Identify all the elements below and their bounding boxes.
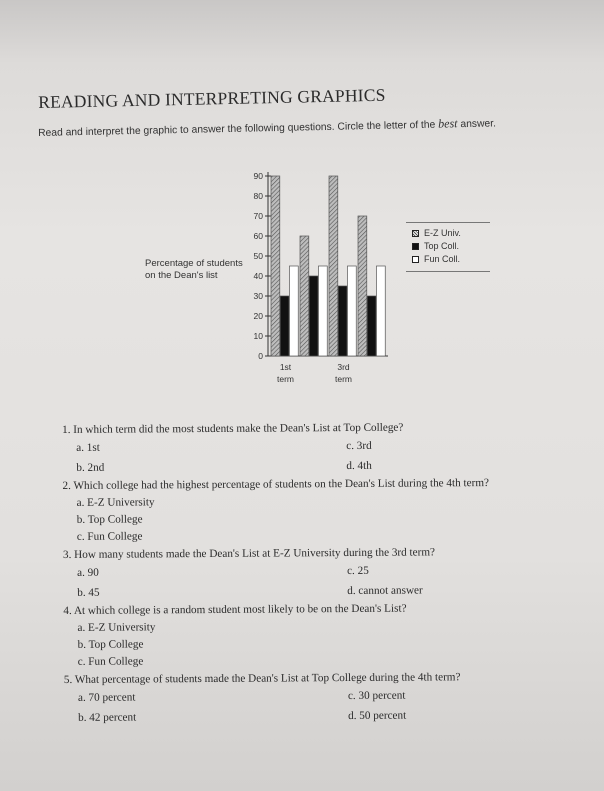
answer-option[interactable]: b. Top College: [77, 638, 144, 651]
answer-option[interactable]: d. 50 percent: [348, 709, 407, 723]
answer-option[interactable]: c. Fun College: [77, 655, 144, 668]
y-tick-label: 30: [253, 291, 263, 301]
y-tick-label: 40: [253, 271, 263, 281]
answer-option[interactable]: c. 3rd: [346, 439, 372, 453]
y-tick-label: 70: [253, 211, 263, 221]
question-stem: 2. Which college had the highest percentage of students on the Dean's List during the 4th term?: [62, 477, 490, 492]
bar-ez: [358, 216, 367, 356]
bar-fun: [318, 266, 327, 356]
bar-ez: [271, 176, 280, 356]
bar-top: [280, 296, 289, 356]
y-axis-label-line2: on the Dean's list: [145, 270, 218, 281]
x-tick-label: 1st: [279, 362, 292, 372]
answer-option[interactable]: d. cannot answer: [347, 584, 423, 598]
bar-chart: [248, 162, 398, 392]
chart-legend: [406, 222, 490, 272]
legend-item-top: Top Coll.: [412, 240, 484, 253]
question-stem: 5. What percentage of students made the Dean's List at Top College during the 4th term?: [63, 671, 461, 686]
y-tick-label: 60: [253, 231, 263, 241]
worksheet-title: READING AND INTERPRETING GRAPHICS: [38, 84, 386, 112]
instructions-emphasis: best: [438, 116, 458, 131]
bar-top: [367, 296, 376, 356]
y-axis-label: [145, 258, 265, 282]
answer-option[interactable]: b. 42 percent: [78, 711, 137, 724]
instructions: [38, 114, 578, 140]
y-axis-label-line1: Percentage of students: [145, 258, 243, 269]
instructions-prefix: Read and interpret the graphic to answer the following questions. Circle the letter of the: [38, 119, 436, 139]
question-stem: 1. In which term did the most students make the Dean's List at Top College?: [62, 421, 404, 436]
instructions-suffix: answer.: [460, 118, 497, 131]
bar-fun: [376, 266, 385, 356]
answer-option[interactable]: b. 2nd: [76, 461, 105, 474]
bar-fun: [289, 266, 298, 356]
ez-swatch-icon: [412, 230, 419, 237]
y-tick-label: 90: [253, 171, 263, 181]
answer-option[interactable]: c. 30 percent: [347, 689, 406, 703]
question-stem: 3. How many students made the Dean's List at E-Z University during the 3rd term?: [62, 546, 436, 561]
answer-option[interactable]: a. 1st: [76, 441, 100, 454]
answer-option[interactable]: c. Fun College: [76, 530, 143, 543]
bar-top: [338, 286, 347, 356]
answer-option[interactable]: a. 70 percent: [77, 691, 136, 704]
answer-option[interactable]: a. 90: [77, 566, 99, 579]
question-5: [64, 670, 574, 724]
y-tick-label: 20: [253, 311, 263, 321]
legend-item-fun: Fun Coll.: [412, 253, 484, 266]
y-tick-label: 80: [253, 191, 263, 201]
y-tick-label: 0: [258, 351, 263, 361]
bar-fun: [347, 266, 356, 356]
y-tick-label: 10: [253, 331, 263, 341]
top-swatch-icon: [412, 243, 419, 250]
answer-option[interactable]: b. 45: [77, 586, 100, 599]
question-list: [62, 414, 574, 724]
bar-ez: [300, 236, 309, 356]
question-1: [62, 420, 572, 474]
legend-item-ez: E-Z Univ.: [412, 227, 484, 240]
answer-option[interactable]: a. E-Z University: [76, 496, 155, 509]
answer-option[interactable]: b. Top College: [76, 513, 143, 526]
x-tick-label: term: [335, 374, 352, 384]
answer-option[interactable]: a. E-Z University: [77, 621, 156, 634]
x-tick-label: term: [277, 374, 294, 384]
fun-swatch-icon: [412, 256, 419, 263]
x-tick-label: 3rd: [337, 362, 350, 372]
question-2: [62, 476, 572, 543]
bar-ez: [329, 176, 338, 356]
answer-option[interactable]: d. 4th: [346, 459, 372, 473]
question-3: [63, 545, 573, 599]
answer-option[interactable]: c. 25: [347, 564, 369, 578]
bar-top: [309, 276, 318, 356]
question-4: [63, 601, 573, 668]
y-tick-label: 50: [253, 251, 263, 261]
question-stem: 4. At which college is a random student most likely to be on the Dean's List?: [63, 602, 407, 617]
